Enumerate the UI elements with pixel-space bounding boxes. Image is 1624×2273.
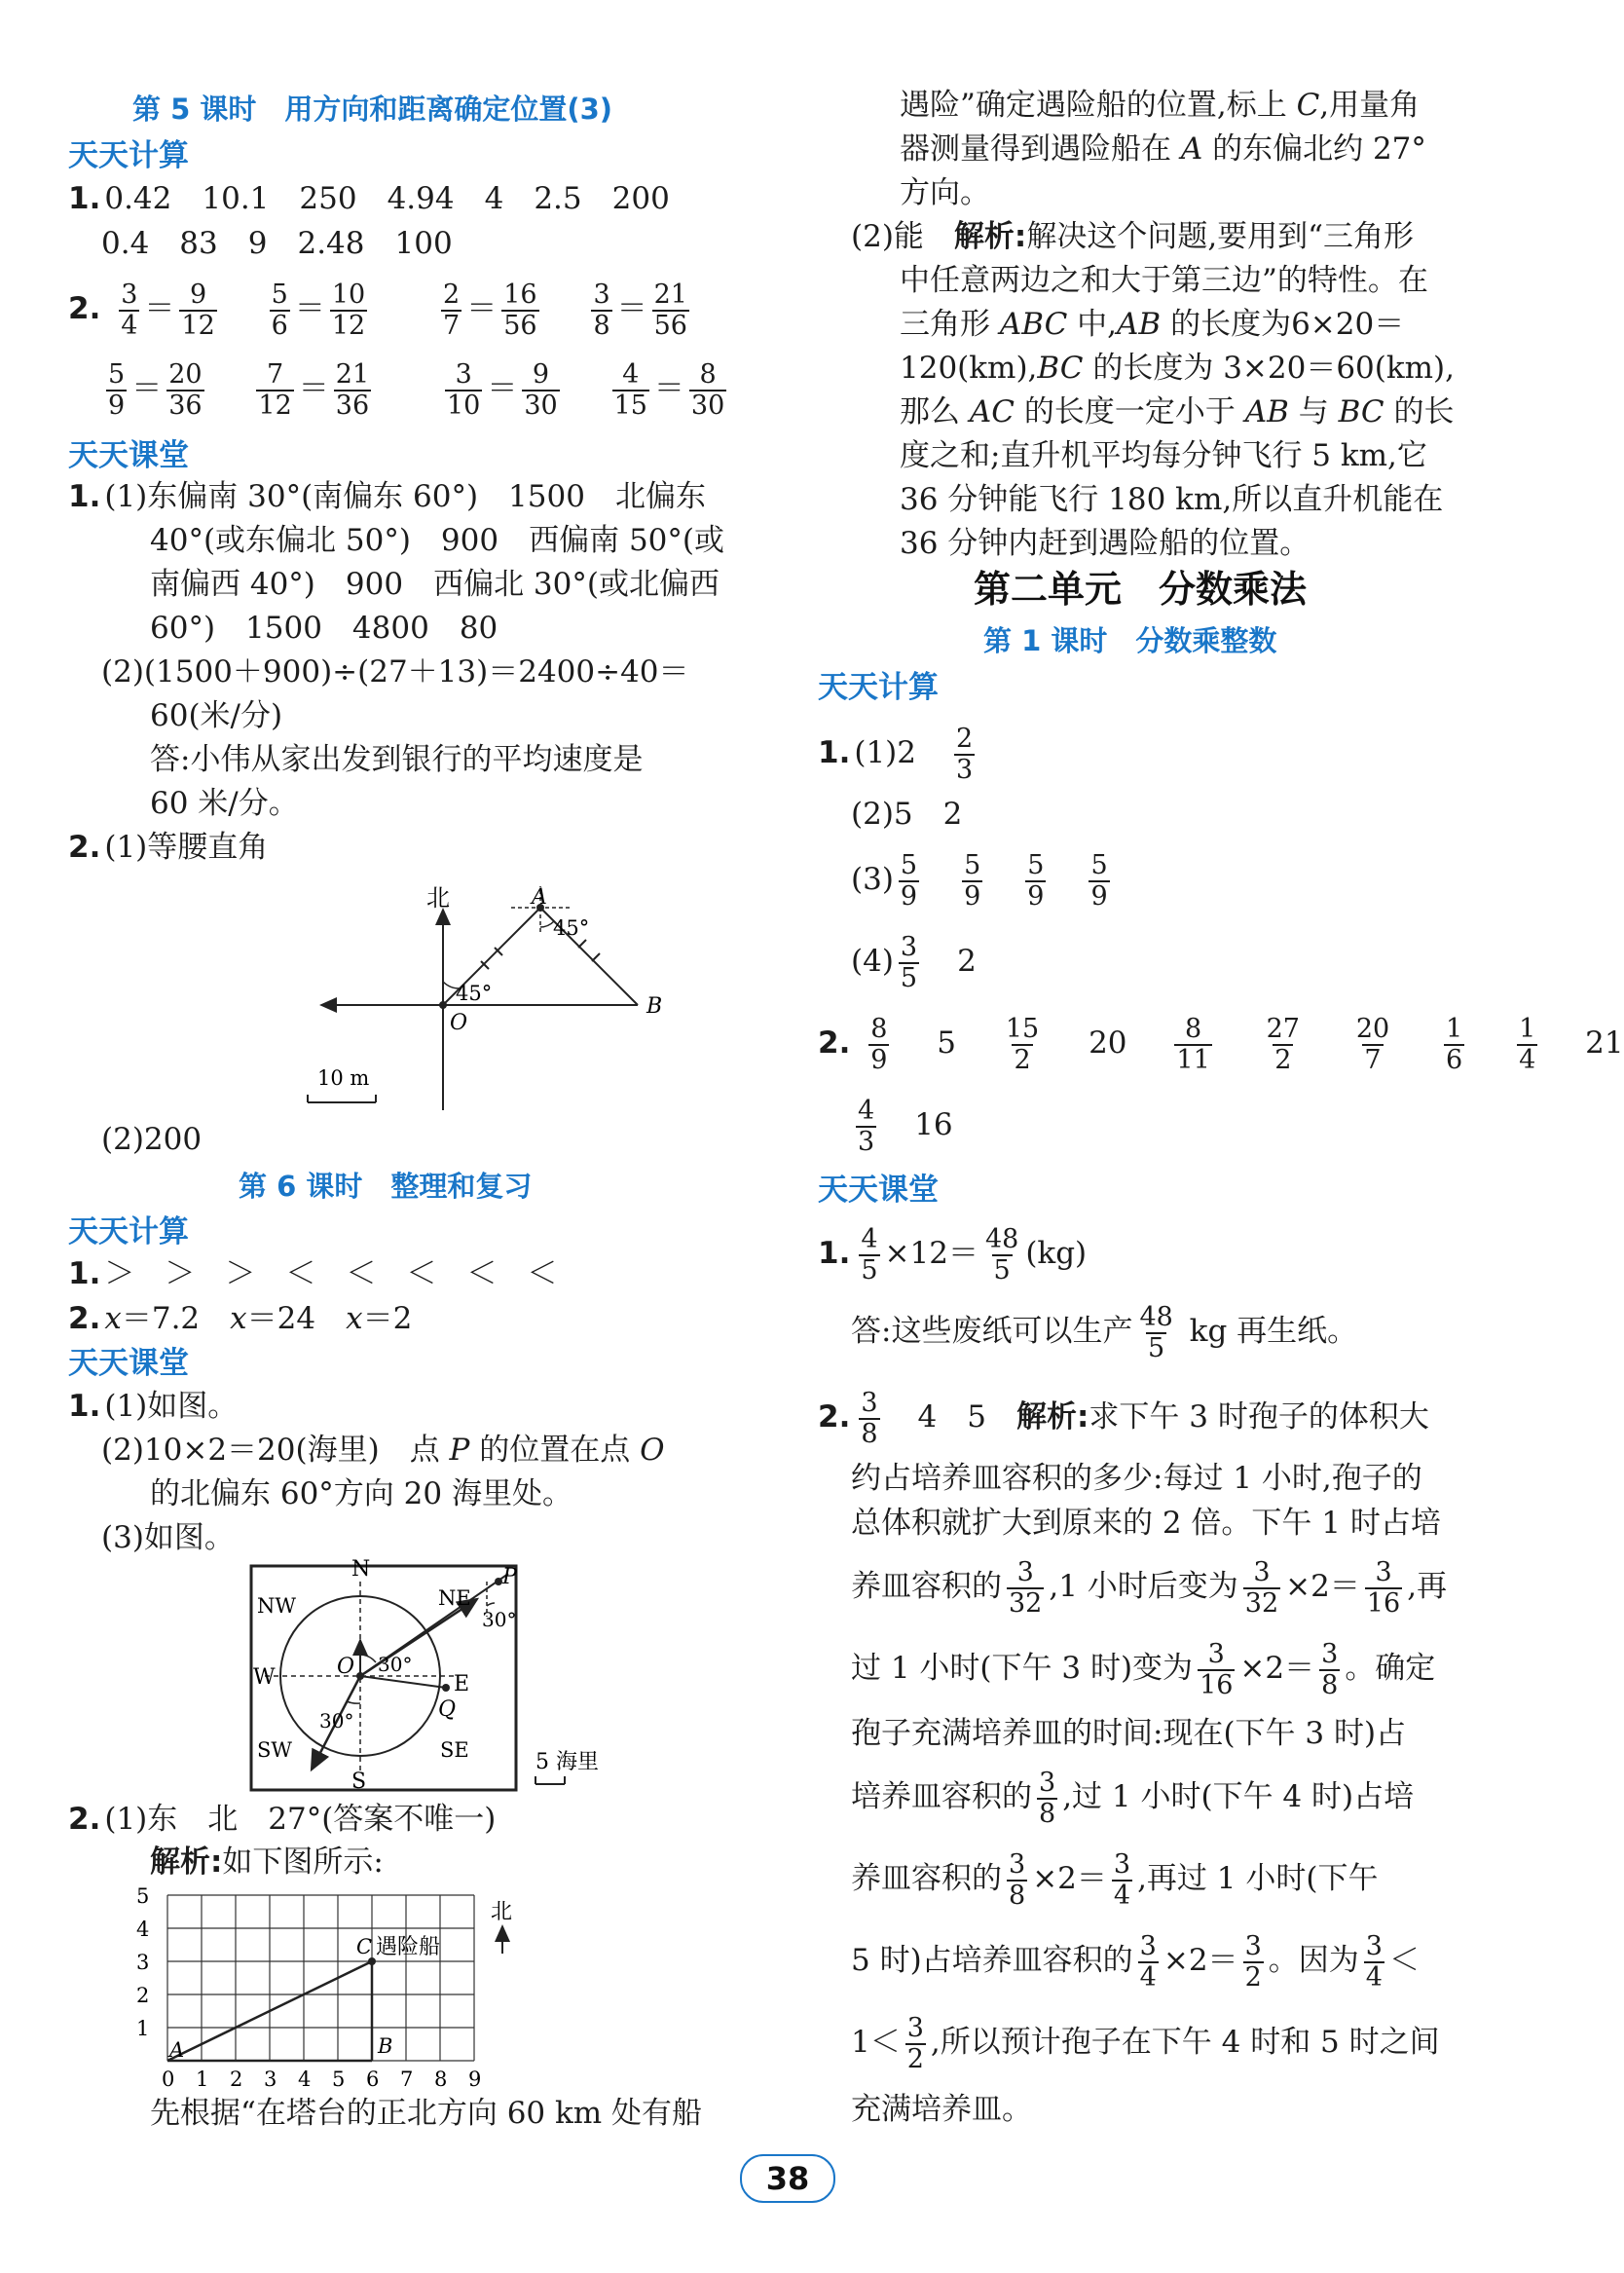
class2-item1: 2. (1)等腰直角 (68, 830, 269, 865)
point-o-label: O (450, 1011, 468, 1035)
class-heading: 天天课堂 (68, 438, 189, 473)
y-tick: 2 (136, 1984, 150, 2007)
y-tick: 4 (136, 1918, 150, 1941)
calc1-line2: 0.4 83 9 2.48 100 (101, 226, 453, 261)
c2-row: 2. $\frac{8}{9}$ 5 $\frac{15}{2}$ 20 $\frac{8}{11}$ $\frac{27}{2}$ $\frac{20}{7}$ $\frac{1}{6}$ $\frac{1}{4}$ 21 (818, 1013, 1624, 1075)
x-tick: 0 (162, 2068, 175, 2091)
frac-eq: $\frac{4}{15}$ ＝ $\frac{8}{30}$ (613, 358, 725, 421)
y-tick: 1 (136, 2017, 150, 2040)
angle-o-label: 45° (456, 982, 493, 1005)
unit2-title: 第二单元 分数乘法 (974, 568, 1308, 611)
class-heading: 天天课堂 (818, 1173, 939, 1208)
item2-line: 120(km),BC 的长度为 3×20＝60(km), (900, 351, 1456, 386)
item2-line: (2)能 解析:解决这个问题,要用到“三角形 (851, 219, 1415, 254)
page-number: 38 (740, 2154, 835, 2203)
angle-label: 30° (378, 1653, 413, 1676)
k2-line: 约占培养皿容积的多少:每过 1 小时,孢子的 (851, 1461, 1422, 1496)
calc2-heading: 天天计算 (68, 1214, 189, 1249)
k1-answer: 答:这些废纸可以生产 $\frac{48}{5}$ kg 再生纸。 (851, 1301, 1358, 1363)
class2-item2: (2)200 (101, 1122, 203, 1157)
calc2-row1: 2. $\frac{3}{4}$ ＝ $\frac{9}{12}$ $\frac{5}{6}$ ＝ $\frac{10}{12}$ $\frac{2}{7}$ ＝ $\frac{16}{56}$ $\frac{3}{8}$ ＝ $\frac{21}{56}$ (68, 273, 694, 345)
k2-line: 1＜ $\frac{3}{2}$ ,所以预计孢子在下午 4 时和 5 时之间 (851, 2012, 1440, 2074)
c1-2: (2)5 2 (851, 797, 963, 832)
k2-line: 养皿容积的 $\frac{3}{8}$ ×2＝ $\frac{3}{4}$ ,再过 1 小时(下午 (851, 1848, 1379, 1911)
point-o-label: O (337, 1655, 355, 1679)
item2-line: 三角形 ABC 中,AB 的长度为6×20＝ (900, 307, 1405, 342)
calc1-line1: 1. 0.42 10.1 250 4.94 4 2.5 200 (68, 181, 670, 216)
item2-line: 那么 AC 的长度一定小于 AB 与 BC 的长 (900, 394, 1455, 429)
calc2-row2 (101, 353, 731, 425)
item2-line: 度之和;直升机平均每分钟飞行 5 km,它 (900, 438, 1427, 473)
x-tick: 3 (264, 2068, 277, 2091)
k2-line: 充满培养皿。 (851, 2092, 1032, 2127)
north-n-label: N (351, 1557, 371, 1582)
cont-line: 遇险”确定遇险船的位置,标上 C,用量角 (900, 88, 1421, 123)
x-tick: 5 (332, 2068, 346, 2091)
item2-line: 36 分钟内赶到遇险船的位置。 (900, 526, 1310, 561)
cont-line: 方向。 (900, 175, 990, 210)
point-a-label: A (532, 885, 547, 910)
k2-line: 过 1 小时(下午 3 时)变为 $\frac{3}{16}$ ×2＝ $\frac{3}{8}$ 。确定 (851, 1638, 1436, 1700)
ship-label: 遇险船 (376, 1935, 441, 1959)
calc-heading: 天天计算 (818, 670, 939, 705)
class1-line: 60°) 1500 4800 80 (150, 611, 498, 646)
l6-calc1: 1. ＞ ＞ ＞ ＜ ＜ ＜ ＜ ＜ (68, 1256, 558, 1291)
nw-label: NW (257, 1594, 296, 1618)
cont-line: 器测量得到遇险船在 A 的东偏北约 27° (900, 131, 1426, 167)
frac-eq: $\frac{7}{12}$ ＝ $\frac{21}{36}$ (258, 358, 370, 421)
angle-label: 30° (482, 1608, 517, 1631)
frac-eq: $\frac{5}{6}$ ＝ $\frac{10}{12}$ (271, 279, 366, 341)
k1-eq: 1. $\frac{4}{5}$ ×12＝ $\frac{48}{5}$ (kg) (818, 1223, 1088, 1286)
y-tick: 3 (136, 1951, 150, 1974)
lesson5-title: 第 5 课时 用方向和距离确定位置(3) (132, 93, 613, 126)
bottom-line: 先根据“在塔台的正北方向 60 km 处有船 (150, 2096, 703, 2131)
x-tick: 4 (298, 2068, 312, 2091)
grid-figure (136, 1885, 682, 2119)
x-tick: 6 (366, 2068, 380, 2091)
x-tick: 9 (468, 2068, 482, 2091)
l6-calc2: 2. x＝7.2 x＝24 x＝2 (68, 1301, 413, 1336)
k2-line: 孢子充满培养皿的时间:现在(下午 3 时)占 (851, 1716, 1407, 1751)
triangle-direction-figure (243, 876, 691, 1120)
south-s-label: S (351, 1770, 367, 1794)
ne-label: NE (438, 1586, 471, 1610)
east-e-label: E (454, 1672, 470, 1696)
class1-line: 南偏西 40°) 900 西偏北 30°(或北偏西 (150, 567, 720, 602)
x-tick: 8 (434, 2068, 448, 2091)
class1-line: 答:小伟从家出发到银行的平均速度是 (150, 742, 644, 777)
scale-label: 10 m (317, 1066, 370, 1090)
unit2-lesson1-title: 第 1 课时 分数乘整数 (983, 624, 1277, 657)
se-label: SE (440, 1738, 469, 1762)
c1-4: (4) $\frac{3}{5}$ 2 (851, 931, 977, 993)
calc-heading: 天天计算 (68, 138, 189, 173)
x-tick: 2 (230, 2068, 243, 2091)
class1-line: 40°(或东偏北 50°) 900 西偏南 50°(或 (150, 523, 724, 558)
k2-line: 总体积就扩大到原来的 2 倍。下午 1 时占培 (851, 1506, 1441, 1541)
scale-label: 5 海里 (535, 1750, 599, 1774)
point-a-label: A (169, 2038, 185, 2062)
west-w-label: W (253, 1665, 276, 1690)
frac-eq: $\frac{3}{4}$ ＝ $\frac{9}{12}$ (121, 279, 215, 341)
c1-3: (3) $\frac{5}{9}$ $\frac{5}{9}$ $\frac{5}{9}$ $\frac{5}{9}$ (851, 849, 1108, 912)
class1-line: 1. (1)东偏南 30°(南偏东 60°) 1500 北偏东 (68, 479, 706, 514)
north-label: 北 (426, 884, 450, 912)
l6-class1-item1: 1. (1)如图。 (68, 1389, 239, 1424)
north-label: 北 (491, 1900, 513, 1924)
frac-eq: $\frac{3}{8}$ ＝ $\frac{21}{56}$ (593, 279, 687, 341)
compass-figure (243, 1557, 691, 1796)
point-q-label: Q (438, 1697, 457, 1722)
k2-line: 养皿容积的 $\frac{3}{32}$ ,1 小时后变为 $\frac{3}{32}$ ×2＝ $\frac{3}{16}$ ,再 (851, 1556, 1448, 1619)
l6-class2-item1: 2. (1)东 北 27°(答案不唯一) (68, 1802, 497, 1837)
y-tick: 5 (136, 1884, 150, 1908)
l6-class1-item2: (2)10×2＝20(海里) 点 P 的位置在点 O (101, 1433, 665, 1468)
class1-line: 60(米/分) (150, 698, 283, 733)
k2-line: 5 时)占培养皿容积的 $\frac{3}{4}$ ×2＝ $\frac{3}{2}$ 。因为 $\frac{3}{4}$ ＜ (851, 1930, 1420, 1993)
item2-line: 36 分钟能飞行 180 km,所以直升机能在 (900, 482, 1444, 517)
item2-line: 中任意两边之和大于第三边”的特性。在 (900, 263, 1428, 298)
analysis-line: 解析:如下图所示: (150, 1844, 384, 1880)
point-p-label: P (502, 1565, 517, 1589)
c1-1: 1. (1)2 $\frac{2}{3}$ (818, 723, 974, 785)
point-c-label: C (356, 1935, 373, 1958)
class2-heading: 天天课堂 (68, 1346, 189, 1381)
class1-line: 60 米/分。 (150, 786, 299, 821)
l6-class1-item3: (3)如图。 (101, 1520, 235, 1555)
x-tick: 7 (400, 2068, 414, 2091)
angle-a-label: 45° (553, 916, 590, 940)
l6-class1-item2-line2: 的北偏东 60°方向 20 海里处。 (150, 1476, 572, 1511)
angle-label: 30° (319, 1709, 354, 1733)
lesson6-title: 第 6 课时 整理和复习 (239, 1170, 533, 1203)
frac-eq: $\frac{5}{9}$ ＝ $\frac{20}{36}$ (108, 358, 203, 421)
sw-label: SW (257, 1738, 292, 1762)
point-b-label: B (646, 994, 663, 1019)
x-tick: 1 (196, 2068, 209, 2091)
point-b-label: B (378, 2034, 393, 2058)
k2-line: 培养皿容积的 $\frac{3}{8}$ ,过 1 小时(下午 4 时)占培 (851, 1767, 1415, 1829)
k2-line1: 2. $\frac{3}{8}$ 4 5 解析:求下午 3 时孢子的体积大 (818, 1387, 1429, 1449)
class1-line: (2)(1500＋900)÷(27＋13)＝2400÷40＝ (101, 654, 689, 689)
c2-tail: $\frac{4}{3}$ 16 (858, 1095, 953, 1157)
frac-eq: $\frac{2}{7}$ ＝ $\frac{16}{56}$ (443, 279, 537, 341)
frac-eq: $\frac{3}{10}$ ＝ $\frac{9}{30}$ (446, 358, 558, 421)
